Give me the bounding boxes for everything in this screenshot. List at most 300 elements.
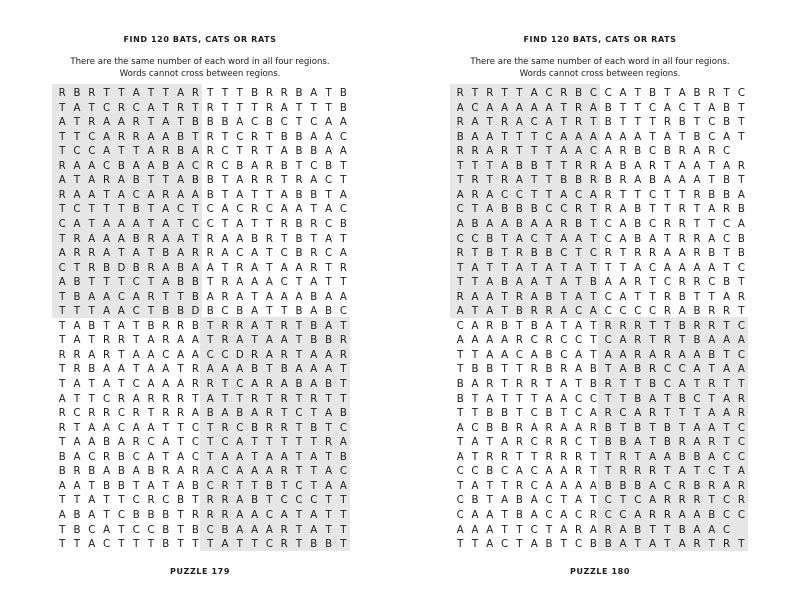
grid-letter: T	[103, 509, 110, 521]
grid-letter: B	[456, 393, 464, 405]
grid-letter: T	[251, 291, 258, 303]
grid-letter: A	[206, 291, 214, 303]
grid-letter: A	[162, 379, 170, 390]
grid-letter: T	[266, 393, 273, 405]
grid-letter: R	[604, 408, 612, 420]
grid-letter: R	[471, 189, 479, 201]
grid-letter: A	[545, 466, 553, 478]
grid-letter: R	[221, 320, 229, 332]
grid-letter: R	[147, 495, 155, 507]
grid-letter: B	[634, 146, 642, 158]
grid-letter: B	[486, 233, 494, 245]
grid-letter: R	[221, 480, 229, 492]
grid-letter: C	[132, 277, 140, 289]
grid-letter: A	[678, 248, 686, 260]
grid-letter: T	[88, 218, 95, 230]
grid-letter: T	[486, 480, 493, 492]
grid-letter: T	[516, 451, 523, 463]
grid-letter: T	[545, 160, 553, 172]
grid-letter: T	[590, 349, 597, 361]
grid-letter: A	[545, 480, 553, 492]
grid-letter: B	[251, 233, 259, 245]
grid-letter: A	[236, 175, 244, 187]
grid-letter: C	[265, 204, 273, 216]
grid-letter: A	[236, 509, 244, 521]
grid-letter: A	[634, 131, 642, 143]
grid-letter: T	[545, 524, 553, 536]
grid-letter: R	[737, 291, 745, 303]
grid-letter: B	[678, 524, 686, 536]
grid-letter: R	[708, 480, 716, 492]
grid-letter: R	[280, 524, 288, 536]
grid-letter: A	[310, 131, 318, 143]
grid-letter: T	[516, 539, 523, 551]
grid-letter: T	[162, 88, 169, 99]
grid-letter: T	[207, 437, 214, 449]
grid-letter: R	[501, 117, 509, 129]
grid-row	[54, 450, 350, 466]
grid-letter: B	[147, 509, 155, 521]
grid-letter: T	[649, 117, 656, 129]
grid-letter: B	[58, 451, 66, 463]
grid-letter: A	[723, 160, 731, 172]
grid-letter: T	[266, 131, 273, 143]
grid-letter: C	[530, 437, 538, 449]
grid-letter: R	[708, 379, 716, 390]
grid-letter: R	[604, 320, 612, 332]
grid-letter: A	[325, 349, 333, 361]
grid-letter: T	[340, 379, 347, 390]
grid-row	[452, 275, 748, 291]
grid-letter: B	[515, 306, 523, 318]
grid-letter: B	[325, 539, 333, 551]
grid-letter: B	[295, 233, 303, 245]
grid-letter: R	[737, 160, 745, 172]
grid-letter: A	[663, 248, 671, 260]
grid-letter: B	[117, 451, 125, 463]
grid-letter: T	[516, 146, 523, 158]
grid-letter: T	[310, 408, 317, 420]
grid-letter: A	[693, 349, 701, 361]
grid-letter: C	[132, 379, 140, 390]
grid-letter: R	[604, 248, 612, 260]
grid-letter: T	[192, 233, 199, 245]
grid-letter: T	[340, 524, 347, 536]
grid-letter: C	[221, 306, 229, 318]
grid-letter: T	[73, 393, 81, 405]
grid-letter: T	[281, 480, 288, 492]
grid-row	[452, 493, 748, 509]
grid-letter: A	[619, 233, 627, 245]
grid-row	[452, 377, 748, 393]
grid-letter: R	[530, 306, 538, 318]
grid-letter: B	[191, 117, 199, 129]
grid-letter: R	[147, 291, 155, 303]
grid-letter: A	[73, 102, 81, 114]
grid-letter: A	[486, 306, 494, 318]
grid-letter: A	[73, 379, 81, 390]
grid-letter: T	[177, 422, 184, 434]
grid-letter: A	[147, 480, 155, 492]
grid-letter: T	[325, 262, 332, 274]
grid-letter: A	[456, 524, 464, 536]
grid-letter: T	[664, 160, 671, 172]
grid-letter: C	[575, 393, 583, 405]
grid-letter: T	[575, 379, 582, 390]
grid-letter: R	[663, 306, 671, 318]
grid-letter: T	[516, 88, 523, 99]
grid-letter: T	[295, 102, 303, 114]
grid-letter: R	[162, 320, 170, 332]
grid-letter: B	[295, 88, 303, 99]
grid-letter: A	[575, 262, 583, 274]
grid-letter: R	[678, 437, 686, 449]
grid-letter: C	[575, 189, 583, 201]
grid-letter: A	[456, 422, 464, 434]
grid-letter: T	[59, 102, 66, 114]
grid-letter: C	[132, 306, 140, 318]
grid-letter: C	[147, 524, 155, 536]
grid-letter: R	[162, 466, 170, 478]
grid-letter: C	[58, 218, 66, 230]
grid-letter: C	[265, 539, 273, 551]
grid-letter: C	[663, 379, 671, 390]
grid-letter: C	[737, 88, 745, 99]
grid-letter: C	[723, 495, 731, 507]
grid-letter: T	[118, 277, 125, 289]
grid-letter: A	[693, 437, 701, 449]
grid-row	[452, 144, 748, 160]
grid-letter: T	[266, 495, 273, 507]
grid-letter: R	[280, 393, 288, 405]
grid-letter: A	[236, 291, 244, 303]
grid-letter: A	[103, 306, 111, 318]
grid-letter: R	[265, 102, 273, 114]
grid-row	[452, 348, 748, 364]
grid-letter: T	[59, 320, 66, 332]
grid-letter: R	[251, 175, 259, 187]
grid-letter: A	[471, 291, 479, 303]
grid-letter: C	[545, 88, 553, 99]
grid-letter: A	[501, 102, 509, 114]
grid-letter: C	[236, 204, 244, 216]
grid-letter: T	[501, 248, 508, 260]
grid-letter: A	[604, 131, 612, 143]
grid-letter: R	[515, 291, 523, 303]
grid-letter: T	[560, 102, 567, 114]
grid-letter: R	[619, 466, 627, 478]
grid-letter: C	[589, 393, 597, 405]
grid-letter: B	[589, 277, 597, 289]
grid-letter: R	[162, 393, 170, 405]
grid-letter: A	[560, 189, 568, 201]
grid-row	[54, 493, 350, 509]
grid-letter: T	[590, 204, 597, 216]
grid-letter: B	[575, 175, 583, 187]
grid-letter: B	[162, 306, 170, 318]
grid-letter: C	[206, 218, 214, 230]
grid-letter: A	[103, 248, 111, 260]
grid-letter: A	[575, 291, 583, 303]
grid-letter: A	[619, 204, 627, 216]
grid-letter: C	[280, 495, 288, 507]
grid-letter: T	[118, 524, 125, 536]
grid-letter: A	[663, 102, 671, 114]
grid-letter: A	[708, 408, 716, 420]
grid-letter: T	[693, 408, 701, 420]
grid-letter: T	[340, 320, 347, 332]
grid-letter: A	[58, 248, 66, 260]
grid-letter: T	[192, 204, 199, 216]
grid-letter: B	[310, 189, 318, 201]
grid-letter: R	[663, 495, 671, 507]
grid-letter: D	[117, 262, 126, 274]
grid-letter: A	[693, 509, 701, 521]
grid-letter: A	[280, 291, 288, 303]
grid-letter: B	[280, 364, 288, 376]
grid-letter: T	[266, 218, 273, 230]
grid-row	[452, 333, 748, 349]
grid-letter: T	[207, 277, 214, 289]
grid-letter: C	[501, 466, 509, 478]
grid-row	[54, 348, 350, 364]
grid-letter: A	[88, 189, 96, 201]
grid-letter: C	[619, 306, 627, 318]
grid-letter: T	[236, 146, 243, 158]
grid-letter: B	[471, 364, 479, 376]
grid-letter: A	[147, 189, 155, 201]
grid-letter: B	[663, 422, 671, 434]
grid-letter: A	[147, 364, 155, 376]
grid-letter: T	[177, 437, 184, 449]
grid-letter: A	[486, 335, 494, 347]
grid-letter: R	[515, 422, 523, 434]
grid-letter: T	[221, 262, 229, 274]
grid-letter: B	[737, 204, 745, 216]
grid-letter: A	[530, 495, 538, 507]
grid-letter: T	[679, 131, 686, 143]
grid-letter: R	[221, 495, 229, 507]
grid-letter: R	[265, 160, 273, 172]
grid-letter: R	[560, 437, 568, 449]
grid-letter: T	[340, 509, 347, 521]
grid-letter: T	[545, 379, 553, 390]
grid-row	[54, 232, 350, 248]
grid-letter: A	[471, 131, 479, 143]
grid-row	[54, 464, 350, 480]
grid-letter: C	[236, 422, 244, 434]
grid-letter: B	[634, 480, 642, 492]
grid-letter: T	[708, 393, 715, 405]
grid-letter: A	[251, 379, 259, 390]
grid-letter: R	[604, 189, 612, 201]
grid-letter: T	[221, 218, 229, 230]
grid-letter: T	[325, 451, 332, 463]
grid-letter: B	[295, 189, 303, 201]
grid-letter: R	[280, 320, 288, 332]
grid-letter: T	[295, 466, 303, 478]
grid-letter: T	[457, 437, 464, 449]
grid-letter: T	[619, 189, 627, 201]
grid-letter: T	[207, 539, 214, 551]
grid-letter: T	[634, 102, 641, 114]
grid-letter: C	[221, 160, 229, 172]
grid-letter: R	[132, 131, 140, 143]
grid-letter: A	[456, 335, 464, 347]
grid-letter: B	[117, 160, 125, 172]
grid-letter: T	[207, 335, 214, 347]
grid-letter: A	[265, 335, 273, 347]
grid-letter: B	[663, 146, 671, 158]
grid-letter: B	[456, 379, 464, 390]
grid-letter: A	[280, 204, 288, 216]
grid-letter: C	[221, 437, 229, 449]
grid-letter: R	[456, 146, 464, 158]
grid-letter: T	[516, 408, 523, 420]
grid-letter: C	[501, 189, 509, 201]
grid-letter: A	[634, 509, 642, 521]
grid-letter: A	[723, 291, 731, 303]
grid-letter: C	[560, 248, 568, 260]
grid-letter: A	[708, 262, 716, 274]
grid-letter: T	[236, 102, 243, 114]
grid-letter: T	[708, 175, 715, 187]
grid-letter: B	[339, 102, 347, 114]
grid-letter: A	[530, 218, 538, 230]
grid-letter: B	[560, 175, 568, 187]
grid-letter: R	[515, 480, 523, 492]
grid-row	[452, 115, 748, 131]
grid-letter: B	[162, 509, 170, 521]
puzzle-number: PUZZLE 179	[169, 567, 230, 576]
grid-letter: T	[236, 88, 243, 99]
grid-letter: A	[339, 480, 347, 492]
grid-letter: T	[545, 233, 553, 245]
grid-letter: B	[604, 539, 612, 551]
grid-letter: R	[206, 160, 214, 172]
grid-letter: C	[456, 495, 464, 507]
grid-letter: R	[515, 437, 523, 449]
grid-letter: B	[604, 437, 612, 449]
grid-letter: A	[663, 451, 671, 463]
grid-letter: T	[501, 88, 508, 99]
grid-letter: T	[501, 233, 508, 245]
grid-letter: A	[236, 524, 244, 536]
grid-letter: A	[604, 160, 612, 172]
grid-letter: T	[88, 204, 95, 216]
grid-letter: B	[530, 204, 538, 216]
grid-letter: T	[664, 88, 671, 99]
grid-letter: T	[147, 306, 155, 318]
grid-letter: B	[251, 364, 259, 376]
grid-letter: A	[530, 539, 538, 551]
grid-letter: B	[162, 524, 170, 536]
grid-row	[452, 261, 748, 277]
grid-letter: A	[280, 451, 288, 463]
grid-letter: T	[221, 131, 229, 143]
grid-letter: C	[206, 524, 214, 536]
grid-letter: A	[560, 233, 568, 245]
grid-letter: A	[147, 335, 155, 347]
grid-letter: T	[501, 393, 508, 405]
grid-letter: R	[619, 146, 627, 158]
grid-letter: R	[619, 320, 627, 332]
grid-letter: B	[191, 480, 199, 492]
grid-letter: A	[117, 175, 125, 187]
grid-letter: A	[575, 480, 583, 492]
grid-letter: B	[619, 480, 627, 492]
grid-letter: C	[162, 495, 170, 507]
grid-letter: A	[310, 524, 318, 536]
grid-letter: R	[501, 175, 509, 187]
grid-letter: A	[88, 539, 96, 551]
grid-letter: A	[221, 408, 229, 420]
grid-letter: R	[191, 379, 199, 390]
instructions-line-2: Words cannot cross between regions.	[519, 69, 681, 79]
grid-letter: T	[664, 393, 671, 405]
grid-letter: R	[486, 451, 494, 463]
grid-letter: T	[634, 539, 641, 551]
grid-letter: A	[280, 509, 288, 521]
grid-letter: R	[310, 248, 318, 260]
grid-letter: T	[708, 539, 715, 551]
grid-letter: C	[191, 451, 199, 463]
grid-letter: A	[619, 524, 627, 536]
grid-letter: T	[723, 248, 730, 260]
grid-letter: A	[88, 422, 96, 434]
grid-letter: B	[737, 233, 745, 245]
grid-letter: C	[221, 349, 229, 361]
grid-letter: A	[471, 437, 479, 449]
grid-letter: B	[132, 262, 140, 274]
grid-letter: C	[604, 306, 612, 318]
grid-letter: A	[132, 422, 140, 434]
grid-letter: A	[486, 204, 494, 216]
grid-letter: T	[471, 451, 479, 463]
grid-letter: A	[456, 218, 464, 230]
grid-letter: A	[663, 262, 671, 274]
grid-letter: T	[221, 393, 229, 405]
grid-letter: A	[162, 204, 170, 216]
grid-letter: B	[708, 189, 716, 201]
grid-letter: T	[590, 451, 597, 463]
grid-letter: T	[723, 422, 730, 434]
grid-letter: A	[177, 379, 185, 390]
grid-letter: A	[560, 466, 568, 478]
grid-letter: B	[325, 160, 333, 172]
grid-letter: R	[737, 408, 745, 420]
grid-letter: C	[280, 277, 288, 289]
grid-letter: R	[693, 189, 701, 201]
grid-letter: T	[59, 364, 66, 376]
grid-letter: T	[340, 393, 347, 405]
grid-letter: A	[310, 88, 318, 99]
grid-letter: R	[663, 291, 671, 303]
grid-letter: A	[132, 88, 140, 99]
grid-letter: A	[162, 437, 170, 449]
grid-letter: B	[88, 320, 96, 332]
grid-letter: C	[88, 131, 96, 143]
grid-letter: T	[590, 495, 597, 507]
grid-letter: A	[177, 160, 185, 172]
grid-letter: R	[708, 320, 716, 332]
instructions-line-1: There are the same number of each word in all four regions.	[470, 57, 730, 67]
grid-letter: A	[723, 480, 731, 492]
grid-letter: C	[310, 117, 318, 129]
grid-letter: T	[457, 480, 464, 492]
grid-letter: R	[73, 248, 81, 260]
grid-letter: T	[679, 422, 686, 434]
